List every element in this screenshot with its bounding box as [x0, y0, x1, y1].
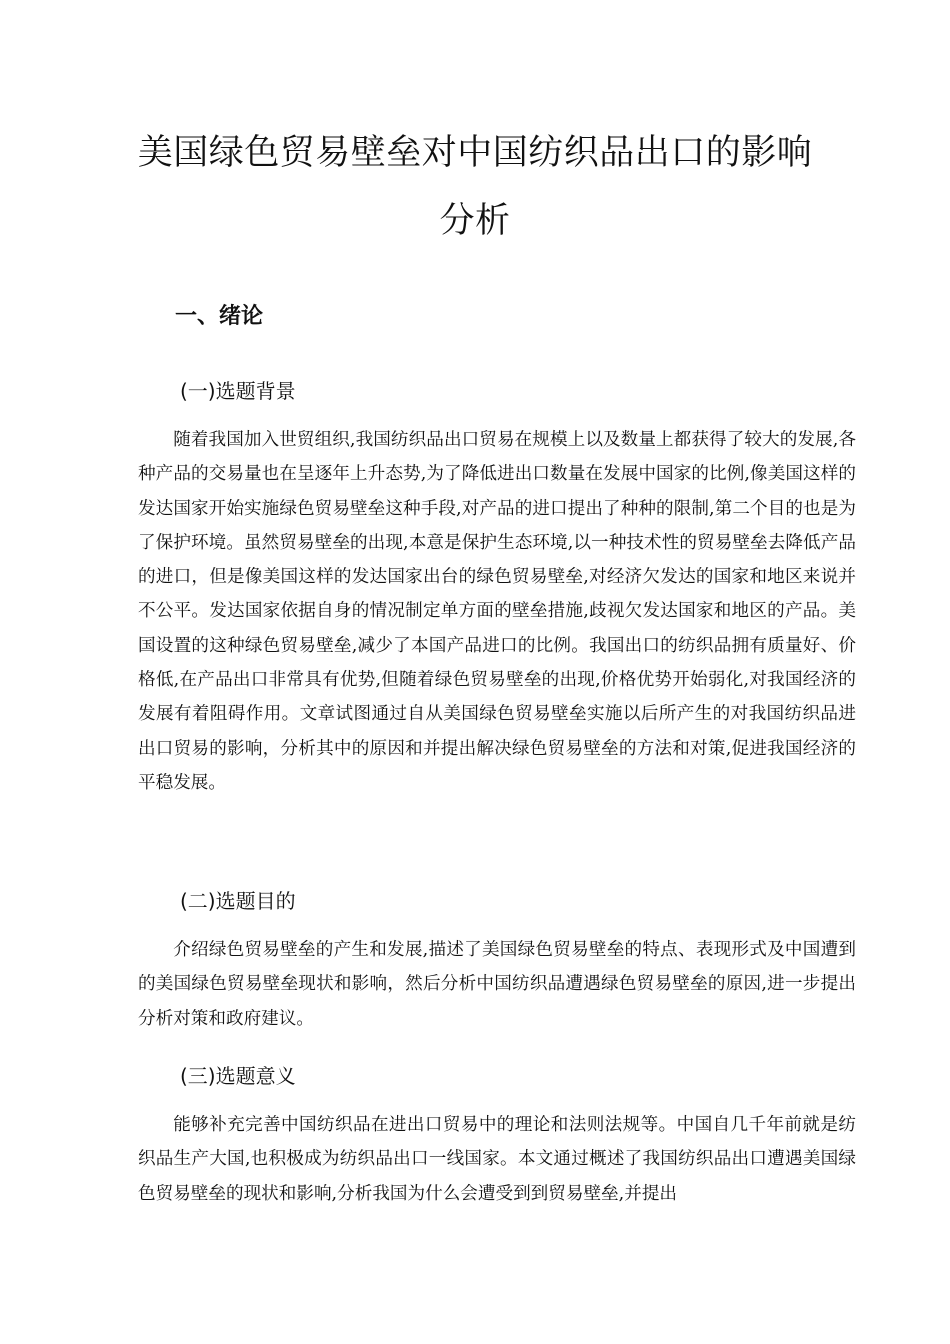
subsection-heading-significance: (三)选题意义	[180, 1064, 296, 1088]
section-heading-introduction: 一、绪论	[175, 304, 264, 329]
subsection-heading-purpose: (二)选题目的	[180, 889, 296, 913]
subsection-heading-background: (一)选题背景	[180, 379, 296, 403]
paragraph-background: 随着我国加入世贸组织,我国纺织品出口贸易在规模上以及数量上都获得了较大的发展,各种产品的交易量也在呈逐年上升态势,为了降低进出口数量在发展中国家的比例,像美国这样的发达国家开始实施绿色贸易壁垒这种手段,对产品的进口提出了种种的限制,第二个目的也是为了保护环境。虽然贸易壁垒的出现,本意是保护生态环境,以一种技术性的贸易壁垒去降低产品的进口，但是像美国这样的发达国家出台的绿色贸易壁垒,对经济欠发达的国家和地区来说并不公平。发达国家依据自身的情况制定单方面的壁垒措施,歧视欠发达国家和地区的产品。美国设置的这种绿色贸易壁垒,减少了本国产品进口的比例。我国出口的纺织品拥有质量好、价格低,在产品出口非常具有优势,但随着绿色贸易壁垒的出现,价格优势开始弱化,对我国经济的发展有着阻碍作用。文章试图通过自从美国绿色贸易壁垒实施以后所产生的对我国纺织品进出口贸易的影响，分析其中的原因和并提出解决绿色贸易壁垒的方法和对策,促进我国经济的平稳发展。	[138, 430, 856, 793]
document-title-line1: 美国绿色贸易壁垒对中国纺织品出口的影响	[137, 133, 813, 173]
paragraph-significance: 能够补充完善中国纺织品在进出口贸易中的理论和法则法规等。中国自几千年前就是纺织品生产大国,也积极成为纺织品出口一线国家。本文通过概述了我国纺织品出口遭遇美国绿色贸易壁垒的现状和影响,分析我国为什么会遭受到到贸易壁垒,并提出	[138, 1115, 856, 1204]
paragraph-purpose: 介绍绿色贸易壁垒的产生和发展,描述了美国绿色贸易壁垒的特点、表现形式及中国遭到的美国绿色贸易壁垒现状和影响，然后分析中国纺织品遭遇绿色贸易壁垒的原因,进一步提出分析对策和政府建议。	[138, 940, 856, 1029]
document-title-line2: 分析	[439, 201, 511, 241]
